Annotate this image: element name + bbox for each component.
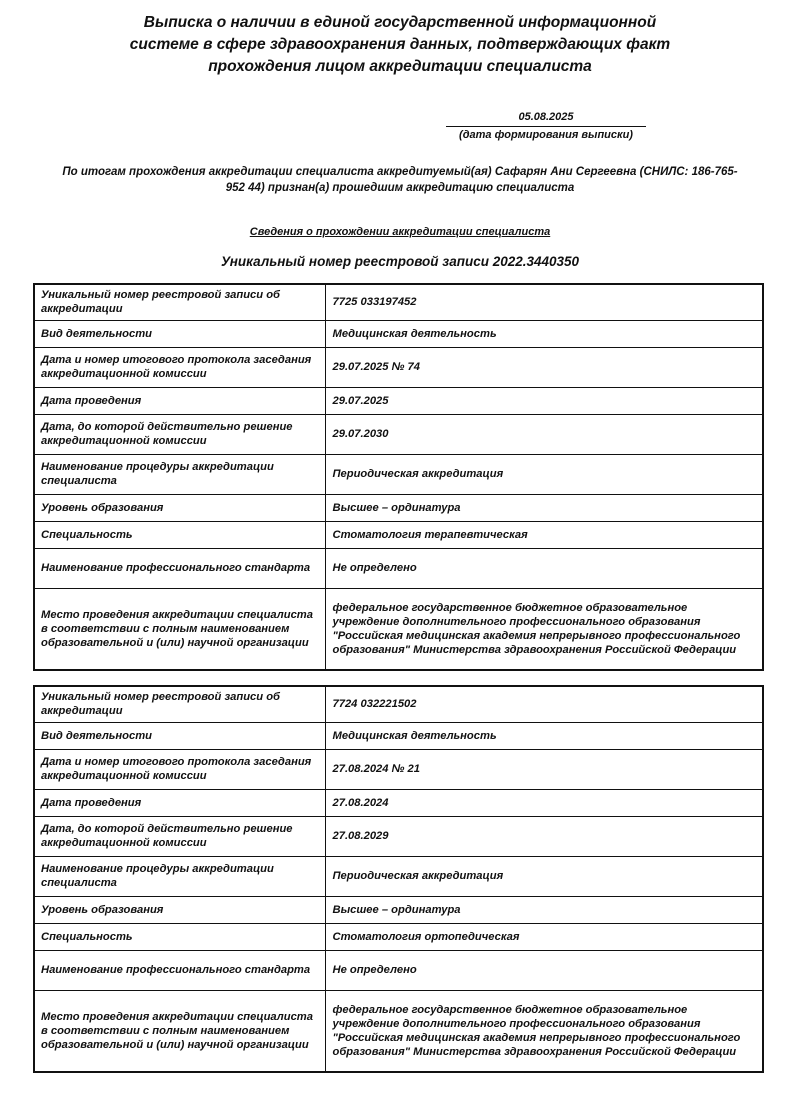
row-value: Периодическая аккредитация bbox=[325, 454, 763, 494]
table-row bbox=[34, 722, 763, 749]
table-row bbox=[34, 686, 763, 722]
row-label: Дата и номер итогового протокола заседания аккредитационной комиссии bbox=[34, 347, 325, 387]
table-row bbox=[34, 896, 763, 923]
intro-paragraph bbox=[36, 164, 764, 196]
row-value: Периодическая аккредитация bbox=[325, 856, 763, 896]
row-label: Специальность bbox=[34, 521, 325, 548]
table-row bbox=[34, 414, 763, 454]
row-value: 29.07.2025 № 74 bbox=[325, 347, 763, 387]
intro-line: 952 44) признан(а) прошедшим аккредитацию специалиста bbox=[225, 182, 575, 194]
row-label: Дата проведения bbox=[34, 387, 325, 414]
row-label: Вид деятельности bbox=[34, 722, 325, 749]
formation-date-caption: (дата формирования выписки) bbox=[459, 129, 633, 141]
row-label: Дата, до которой действительно решение аккредитационной комиссии bbox=[34, 816, 325, 856]
title-line: Выписка о наличии в единой государственной информационной bbox=[143, 14, 657, 31]
document-title bbox=[60, 12, 740, 78]
intro-line: По итогам прохождения аккредитации специалиста аккредитуемый(ая) Сафарян Ани Сергеевна (СНИЛС: 186-765- bbox=[62, 166, 738, 178]
table-row bbox=[34, 588, 763, 670]
formation-date-block bbox=[446, 110, 646, 143]
row-value: Высшее – ординатура bbox=[325, 494, 763, 521]
row-value: Стоматология терапевтическая bbox=[325, 521, 763, 548]
row-label: Наименование профессионального стандарта bbox=[34, 548, 325, 588]
row-value: 29.07.2025 bbox=[325, 387, 763, 414]
row-label: Место проведения аккредитации специалиста в соответствии с полным наименованием образовательной и (или) научной организации bbox=[34, 990, 325, 1072]
row-label: Наименование процедуры аккредитации специалиста bbox=[34, 856, 325, 896]
row-label: Наименование процедуры аккредитации специалиста bbox=[34, 454, 325, 494]
row-value: Высшее – ординатура bbox=[325, 896, 763, 923]
table-row bbox=[34, 387, 763, 414]
registry-title: Уникальный номер реестровой записи 2022.3440350 bbox=[220, 254, 580, 269]
table-row bbox=[34, 950, 763, 990]
row-value: 27.08.2029 bbox=[325, 816, 763, 856]
table-row bbox=[34, 990, 763, 1072]
row-label: Дата и номер итогового протокола заседания аккредитационной комиссии bbox=[34, 749, 325, 789]
title-line: прохождения лицом аккредитации специалиста bbox=[208, 58, 592, 75]
row-value: 7724 032221502 bbox=[325, 686, 763, 722]
row-value: федеральное государственное бюджетное образовательное учреждение дополнительного профессионального образования "Российская медицинская академия непрерывного профессионального образования" Министерства здравоохранения Российской Федерации bbox=[325, 588, 763, 670]
row-value: Стоматология ортопедическая bbox=[325, 923, 763, 950]
title-line: системе в сфере здравоохранения данных, подтверждающих факт bbox=[129, 36, 671, 53]
row-value: 27.08.2024 bbox=[325, 789, 763, 816]
table-row bbox=[34, 347, 763, 387]
row-value: Медицинская деятельность bbox=[325, 320, 763, 347]
row-label: Место проведения аккредитации специалиста в соответствии с полным наименованием образовательной и (или) научной организации bbox=[34, 588, 325, 670]
row-label: Дата, до которой действительно решение аккредитационной комиссии bbox=[34, 414, 325, 454]
table-row bbox=[34, 856, 763, 896]
row-value: Не определено bbox=[325, 548, 763, 588]
table-row bbox=[34, 789, 763, 816]
row-value: федеральное государственное бюджетное образовательное учреждение дополнительного профессионального образования "Российская медицинская академия непрерывного профессионального образования" Министерства здравоохранения Российской Федерации bbox=[325, 990, 763, 1072]
table-row bbox=[34, 284, 763, 320]
row-label: Наименование профессионального стандарта bbox=[34, 950, 325, 990]
row-label: Специальность bbox=[34, 923, 325, 950]
formation-date: 05.08.2025 bbox=[446, 110, 646, 127]
accreditation-record-table bbox=[33, 283, 764, 671]
row-value: Не определено bbox=[325, 950, 763, 990]
row-label: Уникальный номер реестровой записи об аккредитации bbox=[34, 686, 325, 722]
table-row bbox=[34, 494, 763, 521]
accreditation-record-table bbox=[33, 685, 764, 1073]
table-row bbox=[34, 320, 763, 347]
table-row bbox=[34, 454, 763, 494]
row-label: Уникальный номер реестровой записи об аккредитации bbox=[34, 284, 325, 320]
row-label: Уровень образования bbox=[34, 896, 325, 923]
table-row bbox=[34, 923, 763, 950]
row-label: Вид деятельности bbox=[34, 320, 325, 347]
section-heading: Сведения о прохождении аккредитации специалиста bbox=[249, 226, 551, 238]
row-value: 27.08.2024 № 21 bbox=[325, 749, 763, 789]
table-row bbox=[34, 521, 763, 548]
row-value: 7725 033197452 bbox=[325, 284, 763, 320]
table-row bbox=[34, 749, 763, 789]
table-row bbox=[34, 548, 763, 588]
table-row bbox=[34, 816, 763, 856]
row-label: Дата проведения bbox=[34, 789, 325, 816]
row-value: Медицинская деятельность bbox=[325, 722, 763, 749]
row-value: 29.07.2030 bbox=[325, 414, 763, 454]
row-label: Уровень образования bbox=[34, 494, 325, 521]
